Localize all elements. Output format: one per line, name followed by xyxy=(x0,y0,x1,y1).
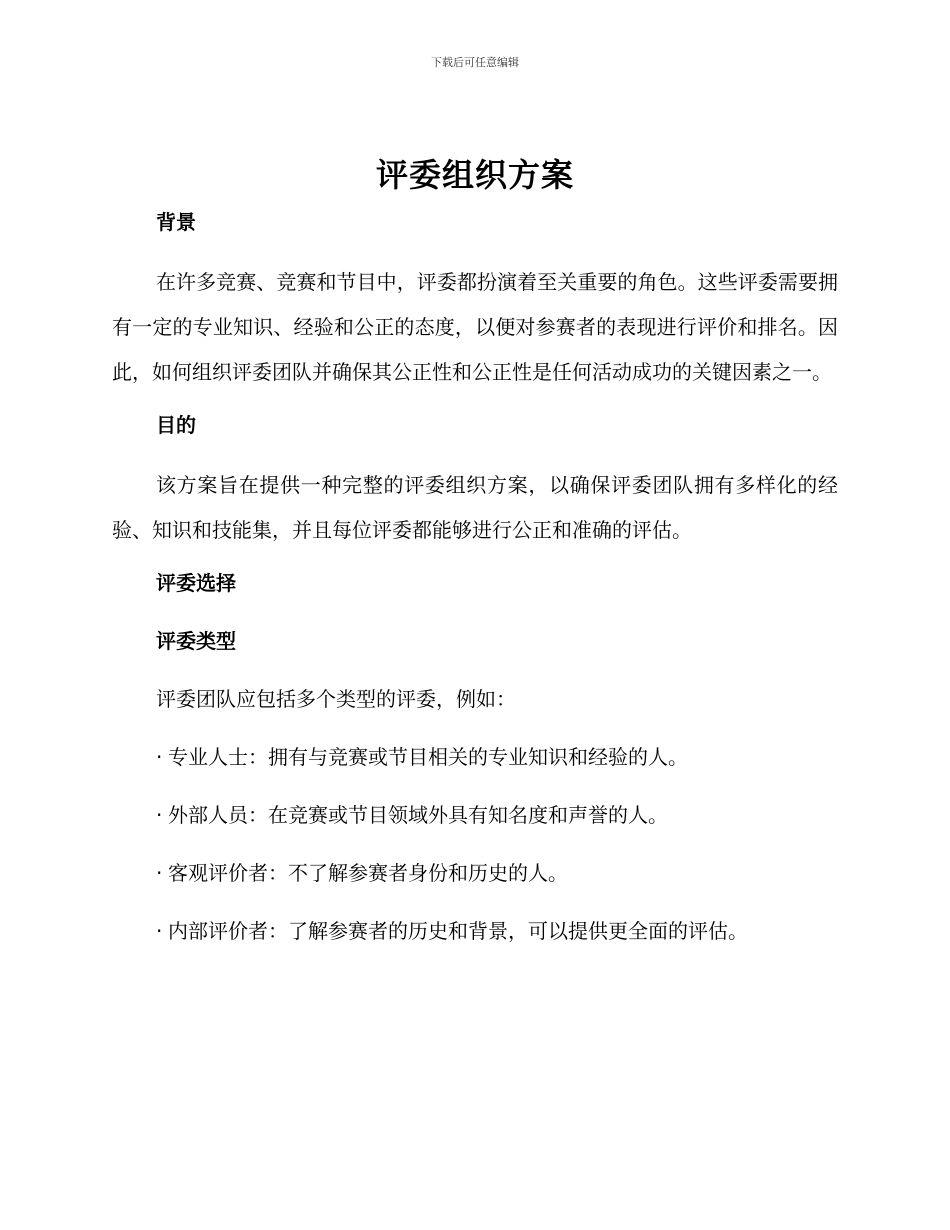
list-item-text: 专业人士：拥有与竞赛或节目相关的专业知识和经验的人。 xyxy=(168,745,688,769)
background-paragraph: 在许多竞赛、竞赛和节目中，评委都扮演着至关重要的角色。这些评委需要拥有一定的专业知识、经验和公正的态度，以便对参赛者的表现进行评价和排名。因此，如何组织评委团队并确保其公正性和公正性是任何活动成功的关键因素之一。 xyxy=(112,270,838,384)
judge-types-intro: 评委团队应包括多个类型的评委，例如： xyxy=(156,687,516,711)
list-item-text: 内部评价者：了解参赛者的历史和背景，可以提供更全面的评估。 xyxy=(168,919,748,943)
document-title: 评委组织方案 xyxy=(375,156,574,194)
bullet-dot-icon: · xyxy=(156,919,163,943)
section-heading-background: 背景 xyxy=(156,210,196,234)
list-item xyxy=(112,855,838,891)
bullet-dot-icon: · xyxy=(156,861,163,885)
list-item-text: 外部人员：在竞赛或节目领域外具有知名度和声誉的人。 xyxy=(168,803,668,827)
purpose-paragraph: 该方案旨在提供一种完整的评委组织方案，以确保评委团队拥有多样化的经验、知识和技能集，并且每位评委都能够进行公正和准确的评估。 xyxy=(112,473,838,542)
bullet-dot-icon: · xyxy=(156,745,163,769)
section-heading-judge-selection: 评委选择 xyxy=(156,571,236,595)
list-item xyxy=(112,739,838,775)
list-item xyxy=(112,797,838,833)
section-heading-judge-types: 评委类型 xyxy=(156,629,236,653)
list-item-text: 客观评价者：不了解参赛者身份和历史的人。 xyxy=(168,861,568,885)
page-header-note: 下载后可任意编辑 xyxy=(431,56,519,69)
section-heading-purpose: 目的 xyxy=(156,413,196,437)
document-body xyxy=(112,204,838,971)
list-item xyxy=(112,913,838,949)
bullet-dot-icon: · xyxy=(156,803,163,827)
